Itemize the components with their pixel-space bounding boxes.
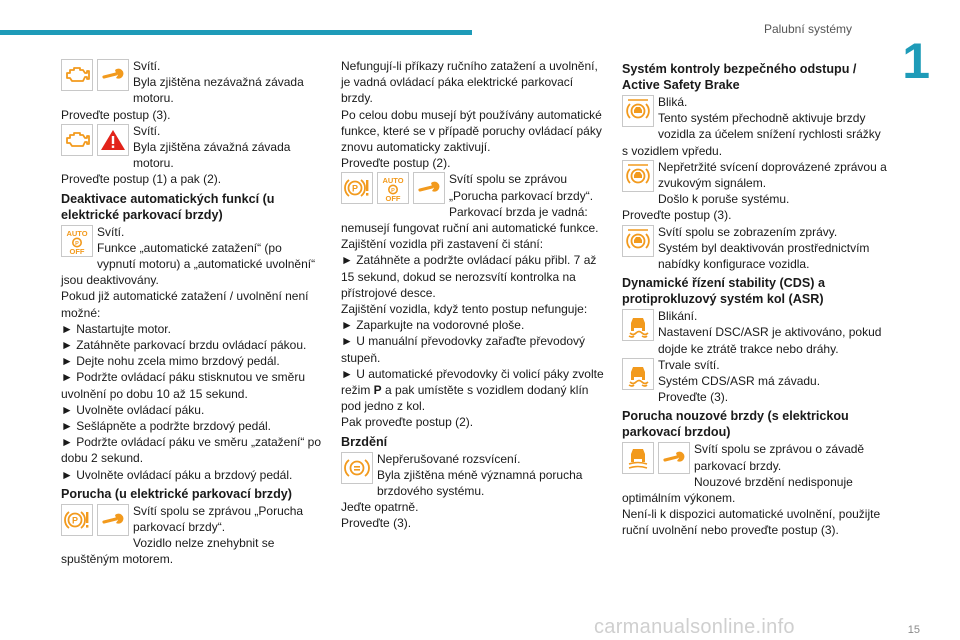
- body-text: Proveďte postup (1) a pak (2).: [61, 172, 222, 187]
- body-text: Zajištění vozidla, když tento postup nefunguje:: [341, 302, 588, 317]
- engine-icon: [61, 59, 93, 91]
- indicator-icons: [341, 452, 373, 484]
- indicator-entry: [622, 94, 890, 159]
- body-text: Svítí spolu se zprávou „Porucha parkovací brzdy“.: [133, 503, 304, 535]
- body-text: Svítí.: [133, 59, 161, 73]
- indicator-entry: [622, 357, 890, 406]
- skidding-car-icon: [622, 309, 654, 341]
- instruction-step: ► Sešlápněte a podržte brzdový pedál.: [61, 419, 272, 434]
- svg-text:OFF: OFF: [385, 194, 401, 203]
- instruction-step: ► Uvolněte ovládací páku a brzdový pedál.: [61, 467, 293, 482]
- warning-triangle-icon: [97, 124, 129, 156]
- wrench-icon: [97, 59, 129, 91]
- indicator-icons: [61, 225, 93, 257]
- svg-text:P: P: [351, 183, 359, 194]
- indicator-entry: [341, 171, 607, 430]
- section-heading: Brzdění: [341, 434, 388, 449]
- body-text: Svítí spolu se zprávou o závadě parkovací brzdy.: [694, 442, 865, 473]
- body-text: Po celou dobu musejí být používány automatické funkce, které se v případě poruchy ovládací páky znovu automaticky zaktivují.: [341, 107, 602, 155]
- body-text: Nefungují-li příkazy ručního zatažení a uvolnění, je vadná ovládací páka elektrické parkovací brzdy.: [341, 59, 598, 106]
- indicator-icons: [622, 442, 690, 474]
- indicator-icons: [622, 309, 654, 341]
- body-text: Proveďte postup (3).: [622, 208, 732, 223]
- indicator-entry: [622, 159, 890, 224]
- column-left: [61, 58, 323, 568]
- indicator-icons: [622, 225, 654, 257]
- indicator-entry: [341, 58, 607, 171]
- body-text: Nepřetržité svícení doprovázené zprávou a zvukovým signálem.: [658, 159, 887, 191]
- body-text: Systém byl deaktivován prostřednictvím nabídky konfigurace vozidla.: [658, 240, 870, 272]
- section-heading: Systém kontroly bezpečného odstupu / Active Safety Brake: [622, 62, 857, 92]
- indicator-entry: [622, 224, 890, 273]
- body-text: Proveďte postup (2).: [341, 156, 451, 171]
- body-text: Systém CDS/ASR má závadu.: [658, 374, 821, 389]
- svg-text:OFF: OFF: [69, 246, 85, 255]
- chapter-number: 1: [902, 33, 930, 89]
- brake-circle-icon: [341, 452, 373, 484]
- body-text: Jeďte opatrně.: [341, 500, 419, 515]
- instruction-step: ► Nastartujte motor.: [61, 321, 171, 336]
- instruction-step: ► Podržte ovládací páku ve směru „zatažení“ po dobu 2 sekund.: [61, 435, 322, 466]
- indicator-icons: [622, 160, 654, 192]
- body-text: Byla zjištěna závažná závada motoru.: [133, 140, 291, 171]
- body-text: Svítí.: [97, 224, 125, 239]
- body-text: Zajištění vozidla při zastavení či stání:: [341, 237, 544, 252]
- engine-icon: [61, 124, 93, 156]
- instruction-step: ► Zatáhněte parkovací brzdu ovládací pákou.: [61, 338, 307, 353]
- wrench-icon: [413, 172, 445, 204]
- column-middle: [341, 58, 607, 532]
- svg-text:AUTO: AUTO: [66, 228, 88, 238]
- section-heading: Porucha (u elektrické parkovací brzdy): [61, 486, 292, 501]
- wrench-icon: [658, 442, 690, 474]
- svg-text:P: P: [71, 515, 79, 526]
- body-text: Došlo k poruše systému.: [658, 192, 790, 207]
- indicator-entry: [61, 503, 323, 568]
- indicator-entry: [61, 58, 323, 123]
- indicator-icons: [61, 59, 129, 91]
- instruction-step: ► Uvolněte ovládací páku.: [61, 402, 205, 417]
- body-text: Proveďte (3).: [658, 390, 729, 405]
- body-text: Nastavení DSC/ASR je aktivováno, pokud dojde ke ztrátě trakce nebo dráhy.: [658, 325, 882, 356]
- indicator-icons: [61, 124, 129, 156]
- body-text: Pokud již automatické zatažení / uvolnění není možné:: [61, 289, 309, 320]
- section-heading: Deaktivace automatických funkcí (u elektrické parkovací brzdy): [61, 191, 275, 222]
- body-text: Nouzové brzdění nedisponuje optimálním výkonem.: [622, 474, 853, 506]
- instruction-step: ► U manuální převodovky zařaďte převodový stupeň.: [341, 334, 586, 365]
- indicator-entry: [622, 441, 890, 538]
- indicator-icons: [341, 172, 445, 204]
- body-text: Bliká.: [658, 95, 688, 109]
- svg-text:P: P: [75, 240, 79, 247]
- body-text: Proveďte (3).: [341, 516, 412, 531]
- instruction-step: ► Dejte nohu zcela mimo brzdový pedál.: [61, 354, 280, 369]
- body-text: Pak proveďte postup (2).: [341, 415, 474, 430]
- auto-off-icon: [377, 172, 409, 204]
- body-text: Svítí spolu se zprávou „Porucha parkovací brzdy“.: [449, 172, 594, 203]
- body-text: Svítí spolu se zobrazením zprávy.: [658, 224, 838, 239]
- body-text: Byla zjištěna nezávažná závada motoru.: [133, 75, 304, 106]
- body-text: Blikání.: [658, 309, 698, 324]
- skidding-car-icon: [622, 358, 654, 390]
- indicator-icons: [622, 358, 654, 390]
- instruction-step: ► Zatáhněte a podržte ovládací páku přibl. 7 až 15 sekund, dokud se nerozsvítí kontrolka na přístrojové desce.: [341, 253, 597, 300]
- section-title: Palubní systémy: [763, 22, 852, 36]
- page-number: 15: [907, 624, 920, 636]
- indicator-icons: [61, 504, 129, 536]
- parking-brake-warning-icon: [341, 172, 373, 204]
- active-safety-brake-icon: [622, 225, 654, 257]
- body-text: Svítí.: [133, 123, 161, 138]
- indicator-entry: [341, 451, 607, 532]
- body-text: Parkovací brzda je vadná: nemusejí fungovat ruční ani automatické funkce.: [341, 204, 599, 236]
- body-text: Vozidlo nelze znehybnit se spuštěným motorem.: [61, 536, 275, 567]
- body-text: Trvale svítí.: [658, 357, 720, 372]
- instruction-step: ► Zaparkujte na vodorovné ploše.: [341, 318, 525, 333]
- section-heading: Dynamické řízení stability (CDS) a protiprokluzový systém kol (ASR): [622, 276, 825, 307]
- section-heading: Porucha nouzové brzdy (s elektrickou parkovací brzdou): [622, 409, 849, 440]
- body-text: Tento systém přechodně aktivuje brzdy vozidla za účelem snížení rychlosti srážky s vozidlem vpředu.: [622, 111, 881, 158]
- body-text: Nepřerušované rozsvícení.: [377, 451, 521, 466]
- body-text: Byla zjištěna méně významná porucha brzdového systému.: [377, 467, 583, 499]
- active-safety-brake-icon: [622, 95, 654, 127]
- auto-off-icon: [61, 225, 93, 257]
- column-right: [622, 58, 890, 539]
- watermark: carmanualsonline.info: [594, 616, 795, 638]
- body-text: Proveďte postup (3).: [61, 107, 171, 122]
- body-text: Není-li k dispozici automatické uvolnění, použijte ruční uvolnění nebo proveďte postup (3).: [622, 507, 881, 538]
- indicator-entry: [61, 123, 323, 188]
- top-accent-bar: [0, 30, 472, 35]
- indicator-entry: [61, 224, 323, 483]
- instruction-step: ► U automatické převodovky či volicí páky zvolte režim P a pak umístěte s vozidlem dodaný klín pod jedno z kol.: [341, 366, 604, 414]
- svg-text:AUTO: AUTO: [382, 176, 404, 186]
- parking-brake-warning-icon: [61, 504, 93, 536]
- svg-text:P: P: [391, 188, 395, 195]
- indicator-entry: [622, 308, 890, 357]
- active-safety-brake-icon: [622, 160, 654, 192]
- indicator-icons: [622, 95, 654, 127]
- instruction-step: ► Podržte ovládací páku stisknutou ve směru uvolnění po dobu 10 až 15 sekund.: [61, 370, 305, 401]
- wrench-icon: [97, 504, 129, 536]
- emergency-brake-car-icon: [622, 442, 654, 474]
- body-text: Funkce „automatické zatažení“ (po vypnutí motoru) a „automatické uvolnění“ jsou deaktivovány.: [61, 240, 316, 288]
